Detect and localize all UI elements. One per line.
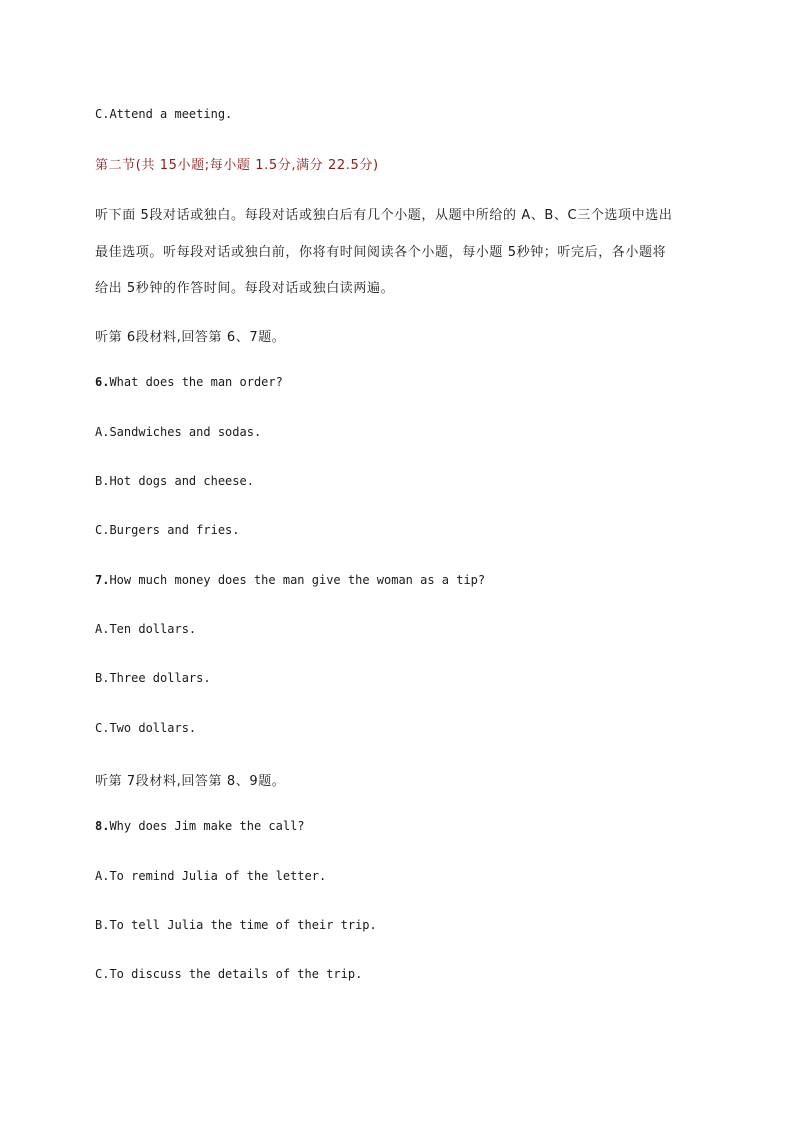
section-title: 第二节(共 15小题;每小题 1.5分,满分 22.5分) xyxy=(95,158,379,173)
q7-option-b: B.Three dollars. xyxy=(95,671,211,685)
question-text: How much money does the man give the woman as a tip? xyxy=(109,573,486,587)
q8-option-a: A.To remind Julia of the letter. xyxy=(95,869,327,883)
q6-option-a: A.Sandwiches and sodas. xyxy=(95,425,262,439)
instructions-line-2: 最佳选项。听每段对话或独白前，你将有时间阅读各个小题，每小题 5秒钟；听完后，各小题将 xyxy=(95,245,667,260)
question-7 xyxy=(95,573,485,587)
group-heading-2: 听第 7段材料,回答第 8、9题。 xyxy=(95,774,286,789)
question-number: 8. xyxy=(95,819,110,833)
q8-option-c: C.To discuss the details of the trip. xyxy=(95,967,363,981)
question-number: 6. xyxy=(95,375,110,389)
question-text: Why does Jim make the call? xyxy=(109,819,305,833)
instructions-line-3: 给出 5秒钟的作答时间。每段对话或独白读两遍。 xyxy=(95,281,395,296)
question-text: What does the man order? xyxy=(109,375,283,389)
prev-option-c: C.Attend a meeting. xyxy=(95,107,233,121)
q7-option-a: A.Ten dollars. xyxy=(95,622,197,636)
q7-option-c: C.Two dollars. xyxy=(95,721,197,735)
q6-option-c: C.Burgers and fries. xyxy=(95,523,240,537)
q6-option-b: B.Hot dogs and cheese. xyxy=(95,474,254,488)
question-6 xyxy=(95,375,283,389)
group-heading-1: 听第 6段材料,回答第 6、7题。 xyxy=(95,330,286,345)
question-number: 7. xyxy=(95,573,110,587)
q8-option-b: B.To tell Julia the time of their trip. xyxy=(95,918,377,932)
question-8 xyxy=(95,819,305,833)
instructions-line-1: 听下面 5段对话或独白。每段对话或独白后有几个小题，从题中所给的 A、B、C三个选项中选出 xyxy=(95,208,673,223)
